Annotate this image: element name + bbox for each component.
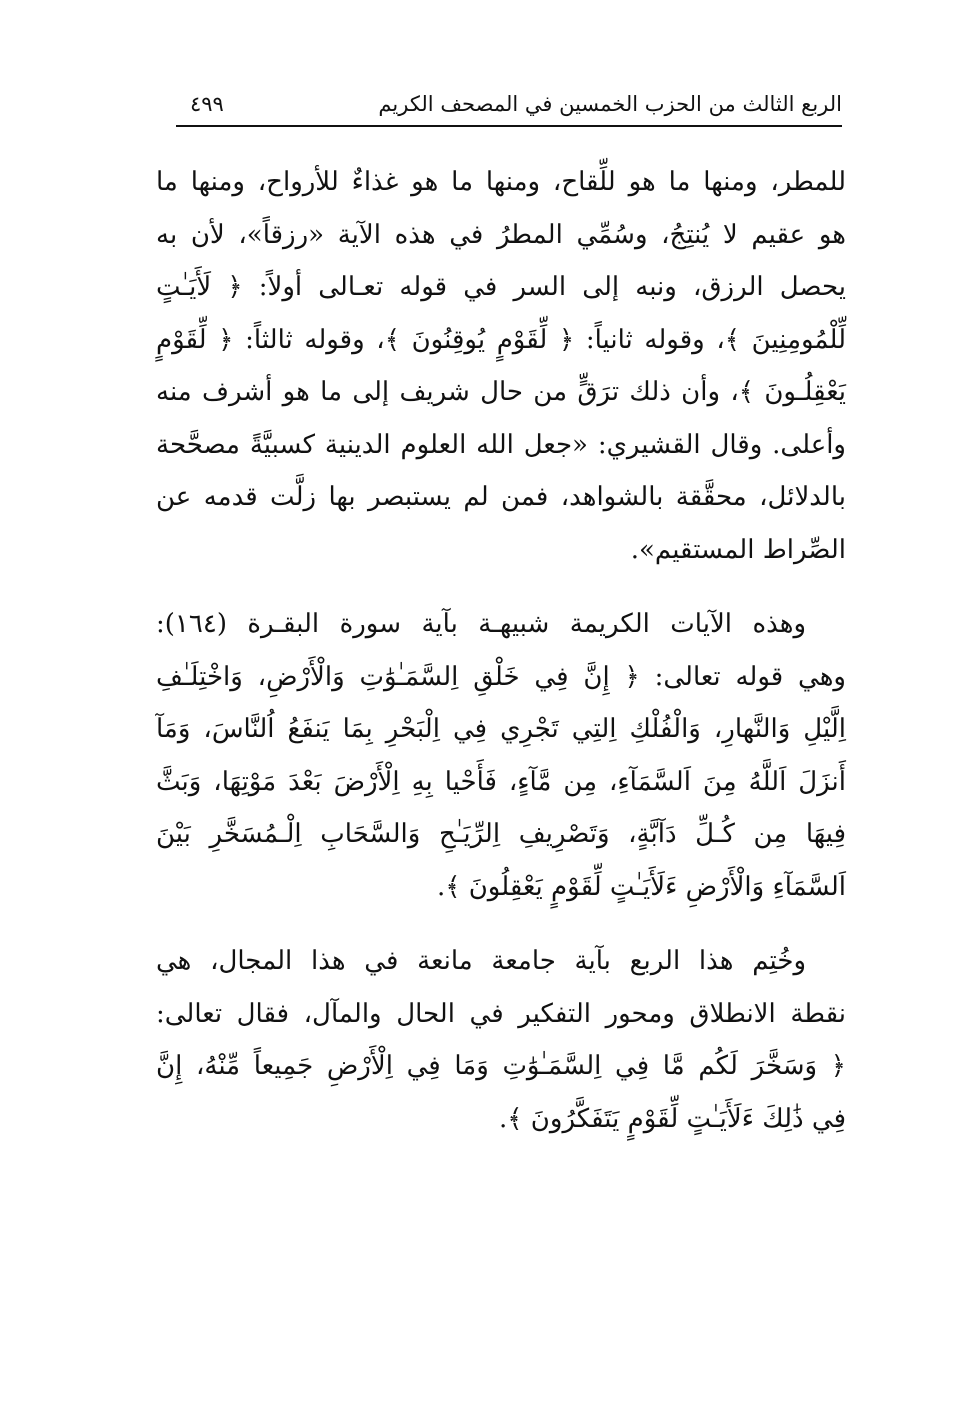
- text-line: لِّلْمُومِنِينَ ﴾، وقوله ثانياً: ﴿ لِّقَوْمٍ يُوقِنُونَ ﴾، وقوله ثالثاً: ﴿ لِّقَوْمٍ: [156, 324, 846, 355]
- page-header: [176, 88, 842, 124]
- text-line: يَعْقِلُـونَ ﴾، وأن ذلك ترَقٍّ من حال شريف إلى ما هو أشرف منه: [156, 377, 846, 407]
- paragraph-gap: [156, 913, 846, 935]
- text-line: وهي قوله تعالى: ﴿ إِنَّ فِي خَلْقِ اِلسَّمَـٰوَٰتِ وَالْأَرْضِ، وَاخْتِلَـٰفِ: [156, 661, 846, 692]
- text-line: الصِّراط المستقيم».: [630, 534, 846, 565]
- paragraph-3: [156, 935, 846, 1145]
- text-line: هو عقيم لا يُنتِجُ، وسُمِّي المطرُ في هذه الآية «رزقاً»، لأن به: [156, 219, 846, 250]
- text-line: فِي ذَٰلِكَ ءَلَأَيَـٰتٍ لِّقَوْمٍ يَتَفَكَّرُونَ ﴾.: [499, 1103, 846, 1134]
- paragraph-2: [156, 598, 846, 913]
- text-line: اَلسَّمَآءِ وَالْأَرْضِ ءَلَأَيَـٰتٍ لِّقَوْمٍ يَعْقِلُونَ ﴾.: [436, 871, 846, 902]
- header-rule: [176, 125, 842, 127]
- text-line: نقطة الانطلاق ومحور التفكير في الحال والمآل، فقال تعالى:: [156, 998, 846, 1029]
- text-line: يحصل الرزق، ونبه إلى السر في قوله تعـالى أولاً: ﴿ لَأَيَـٰتٍ: [156, 272, 846, 302]
- text-line: فِيهَا مِن كُـلِّ دَآبَّةٍ، وَتَصْرِيفِ اِلرِّيَـٰحِ وَالسَّحَابِ اِلْـمُسَخَّرِ بَيْنَ: [156, 819, 846, 849]
- paragraph-1: [156, 156, 846, 576]
- text-line: اِلَّيْلِ وَالنَّهارِ، وَالْفُلْكِ اِلتِي تَجْرِي فِي اِلْبَحْرِ بِمَا يَنفَعُ اُلنَّاسَ، وَمَآ: [156, 714, 846, 744]
- text-line: للمطر، ومنها ما هو للِّقاح، ومنها ما هو غذاءٌ للأرواح، ومنها ما: [156, 167, 846, 197]
- page-number: ٤٩٩: [190, 92, 224, 116]
- text-line: بالدلائل، محقَّقة بالشواهد، فمن لم يستبصر بها زلَّت قدمه عن: [156, 482, 846, 512]
- body-text: [156, 156, 846, 1145]
- text-line: وخُتِم هذا الربع بآية جامعة مانعة في هذا المجال، هي: [156, 946, 806, 976]
- text-line: ﴿ وَسَخَّرَ لَكُم مَّا فِي اِلسَّمَـٰوَٰتِ وَمَا فِي اِلْأَرْضِ جَمِيعاً مِّنْهُ، إِنَّ: [156, 1051, 846, 1081]
- text-line: وأعلى. وقال القشيري: «جعل الله العلوم الدينية كسبيَّةً مصحَّحة: [156, 429, 846, 460]
- running-title: الربع الثالث من الحزب الخمسين في المصحف الكريم: [378, 92, 842, 116]
- text-line: أَنزَلَ اَللَّهُ مِنَ اَلسَّمَآءِ، مِن مَّآءٍ، فَأَحْيا بِهِ اِلْأَرْضَ بَعْدَ مَوْتِهَا، وَبَثَّ: [156, 766, 846, 797]
- text-line: وهذه الآيات الكريمة شبيهـة بآية سورة البقـرة (١٦٤):: [156, 609, 806, 639]
- paragraph-gap: [156, 576, 846, 598]
